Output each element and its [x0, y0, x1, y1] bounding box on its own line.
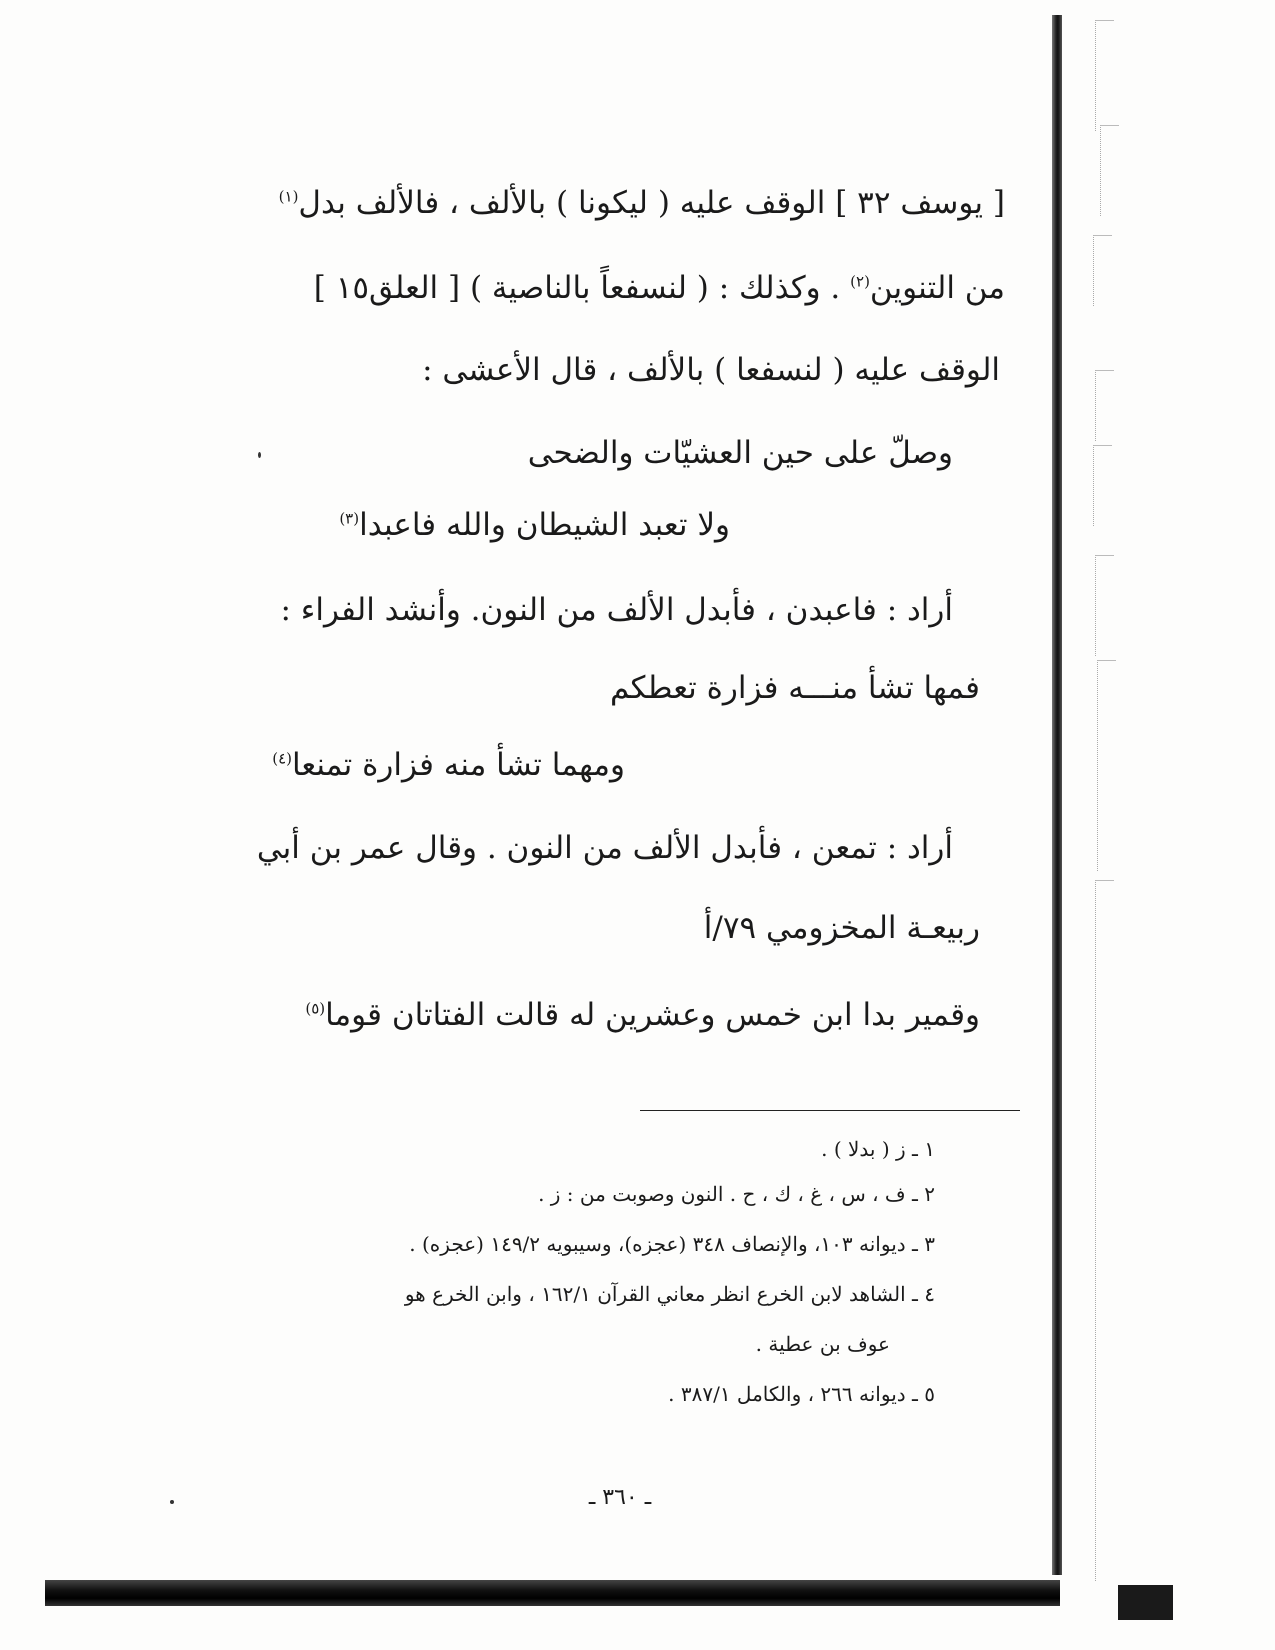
text-line-6: ربيعـة المخزومي ٧٩/أ — [703, 910, 980, 946]
footnote-separator — [640, 1110, 1020, 1111]
verse-2-line-1: فمها تشأ منـــه فزارة تعطكم — [610, 670, 980, 706]
footnote-2: ٢ ـ ف ، س ، غ ، ك ، ح . النون وصوبت من : ز . — [538, 1182, 935, 1206]
footnote-ref-3[interactable]: (٣) — [339, 509, 360, 528]
scan-speck — [170, 1500, 174, 1504]
text-line-5: أراد : تمعن ، فأبدل الألف من النون . وقال عمر بن أبي — [256, 830, 953, 866]
scan-corner-block — [1118, 1585, 1173, 1620]
verse-1-line-2: ولا تعبد الشيطان والله فاعبدا$^{(٣)}$ — [339, 507, 730, 543]
footnote-1: ١ ـ ز ( بدلا ) . — [821, 1137, 935, 1161]
page-number: ـ ٣٦٠ ـ — [588, 1485, 652, 1510]
text-line-4: أراد : فاعبدن ، فأبدل الألف من النون. وأنشد الفراء : — [280, 592, 953, 628]
footnote-3: ٣ ـ ديوانه ١٠٣، والإنصاف ٣٤٨ (عجزه)، وسيبويه ١٤٩/٢ (عجزه) . — [409, 1232, 935, 1256]
verse-1-line-1: وصلّ على حين العشيّات والضحى — [527, 435, 953, 471]
footnote-ref-2[interactable]: (٢) — [850, 272, 870, 291]
scan-speck — [258, 452, 261, 458]
verse-2-line-2: ومهما تشأ منه فزارة تمنعا$^{(٤)}$ — [272, 747, 625, 783]
footnote-ref-5[interactable]: (٥) — [305, 999, 326, 1018]
footnote-4: ٤ ـ الشاهد لابن الخرع انظر معاني القرآن ١٦٢/١ ، وابن الخرع هو — [404, 1282, 935, 1306]
text-line-1: [ يوسف ٣٢ ] الوقف عليه ( ليكونا ) بالألف ، فالألف بدل$^{(١)}$ — [278, 185, 1005, 221]
text-line-3: الوقف عليه ( لنسفعا ) بالألف ، قال الأعشى : — [422, 352, 1000, 388]
footnote-4-continued: عوف بن عطية . — [755, 1332, 890, 1356]
verse-3-line-1: وقمير بدا ابن خمس وعشرين له قالت الفتاتان قوما$^{(٥)}$ — [305, 997, 980, 1033]
text-line-2: من التنوين$^{(٢)}$ . وكذلك : ( لنسفعاً بالناصية ) [ العلق١٥ ] — [313, 270, 1005, 306]
footnote-ref-1[interactable]: (١) — [278, 187, 299, 206]
footnote-5: ٥ ـ ديوانه ٢٦٦ ، والكامل ٣٨٧/١ . — [668, 1382, 935, 1406]
scan-shadow-bar — [45, 1580, 1060, 1606]
footnote-ref-4[interactable]: (٤) — [272, 749, 292, 768]
